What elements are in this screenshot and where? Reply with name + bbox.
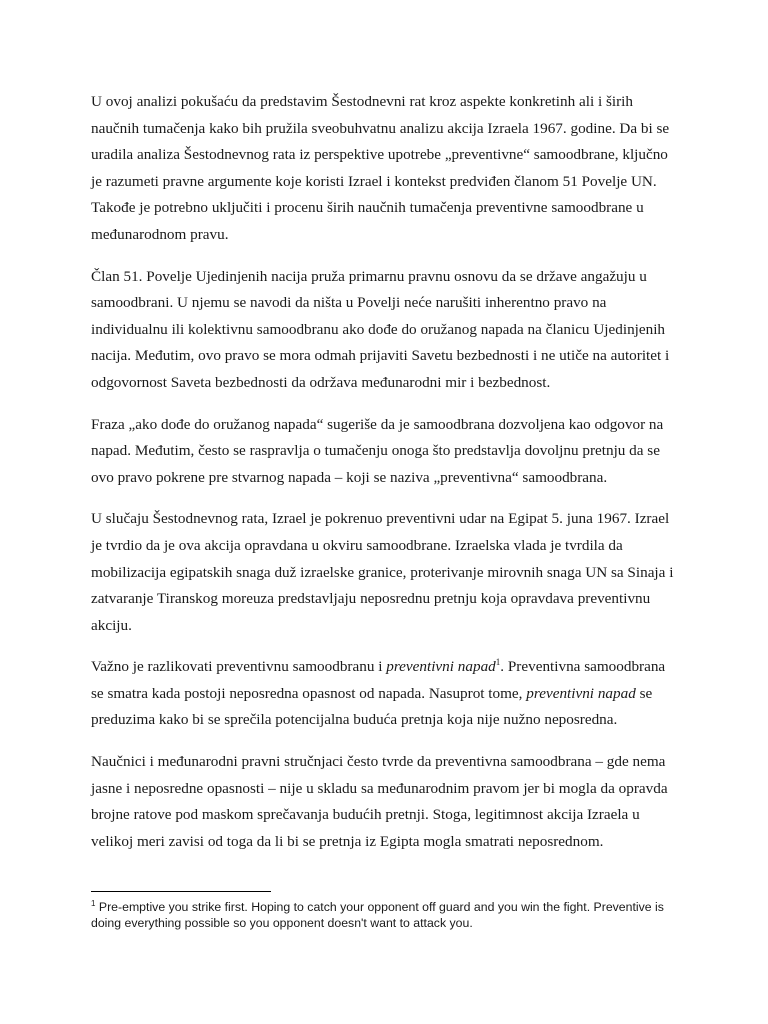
footnote: [91, 900, 691, 931]
footnote-number: 1: [91, 898, 96, 908]
paragraph-6: Naučnici i međunarodni pravni stručnjaci često tvrde da preventivna samoodbrana – gde nema jasne i neposredne opasnosti – nije u skladu sa međunarodnim pravom jer bi mogla da opravda brojne ratove pod maskom sprečavanja budućih pretnji. Stoga, legitimnost akcija Izraela u velikoj meri zavisi od toga da li bi se pretnja iz Egipta mogla smatrati neposrednom.: [91, 753, 668, 850]
footnote-reference[interactable]: 1: [495, 657, 501, 668]
paragraph-5-text-start: Važno je razlikovati preventivnu samoodbranu i: [91, 658, 387, 676]
paragraph-5-text-end: se preduzima kako bi se sprečila potencijalna buduća pretnja koja nije nužno neposredna.: [91, 684, 653, 729]
italic-term-preventivni-napad-2: preventivni napad: [526, 684, 636, 702]
paragraph-5-text-middle: . Preventivna samoodbrana se smatra kada postoji neposredna opasnost od napada. Nasuprot tome,: [91, 658, 666, 702]
italic-term-preventivni-napad: preventivni napad: [386, 658, 496, 676]
paragraph-4: U slučaju Šestodnevnog rata, Izrael je pokrenuo preventivni udar na Egipat 5. juna 1967. Izrael je tvrdio da je ova akcija opravdana u okviru samoodbrane. Izraelska vlada je tvrdila da mobilizacija egipatskih snaga duž izraelske granice, proterivanje mirovnih snaga UN sa Sinaja i zatvaranje Tiranskog moreuza predstavljaju neposrednu pretnju koja opravdava preventivnu akciju.: [91, 510, 674, 634]
document-body: [91, 89, 676, 870]
paragraph-2: Član 51. Povelje Ujedinjenih nacija pruža primarnu pravnu osnovu da se države angažuju u samoodbrani. U njemu se navodi da ništa u Povelji neće narušiti inherentno pravo na individualnu ili kolektivnu samoodbranu ako dođe do oružanog napada na članicu Ujedinjenih nacija. Međutim, ovo pravo se mora odmah prijaviti Savetu bezbednosti i ne utiče na autoritet i odgovornost Saveta bezbednosti da održava međunarodni mir i bezbednost.: [91, 267, 670, 391]
footnote-text: Pre-emptive you strike first. Hoping to catch your opponent off guard and you win the fight. Preventive is doing everything possible so you opponent doesn't want to attack you.: [91, 900, 664, 930]
paragraph-3: Fraza „ako dođe do oružanog napada“ sugeriše da je samoodbrana dozvoljena kao odgovor na napad. Međutim, često se raspravlja o tumačenju onoga što predstavlja dovoljnu pretnju da se ovo pravo pokrene pre stvarnog napada – koji se naziva „preventivna“ samoodbrana.: [91, 415, 664, 486]
footnote-separator: [91, 891, 271, 892]
paragraph-1: U ovoj analizi pokušaću da predstavim Šestodnevni rat kroz aspekte konkretinh ali i širih naučnih tumačenja kako bih pružila sveobuhvatnu analizu akcija Izraela 1967. godine. Da bi se uradila analiza Šestodnevnog rata iz perspektive upotrebe „preventivne“ samoodbrane, ključno je razumeti pravne argumente koje koristi Izrael i kontekst predviđen članom 51 Povelje UN. Takođe je potrebno uključiti i procenu širih naučnih tumačenja preventivne samoodbrane u međunarodnom pravu.: [91, 93, 670, 243]
paragraph-5: [91, 654, 676, 734]
